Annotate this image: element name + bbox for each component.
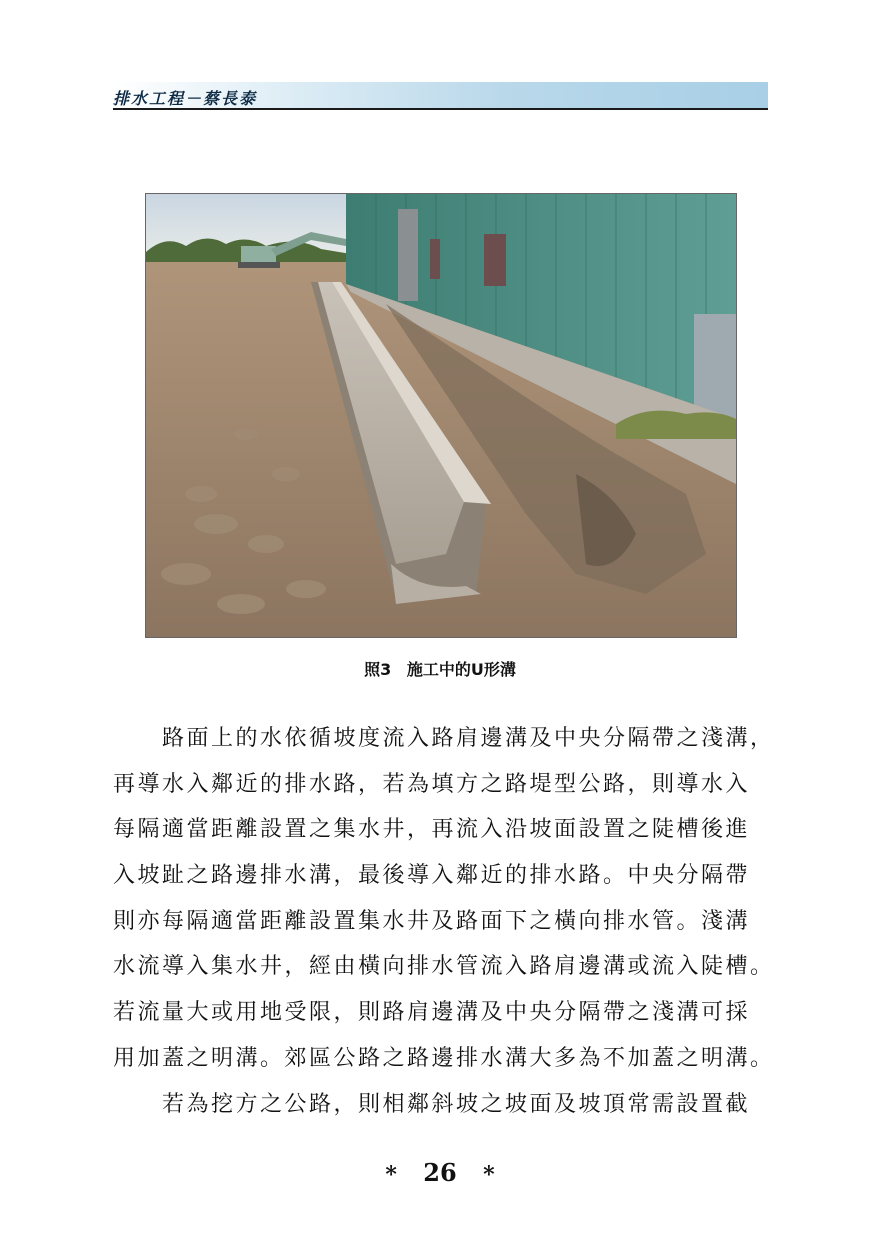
body-paragraph-1 — [113, 716, 773, 1082]
paragraph-line: 用加蓋之明溝。郊區公路之路邊排水溝大多為不加蓋之明溝。 — [113, 1045, 775, 1071]
paragraph-line: 路面上的水依循坡度流入路肩邊溝及中央分隔帶之淺溝， — [113, 726, 775, 751]
paragraph-line: 水流導入集水井，經由橫向排水管流入路肩邊溝或流入陡槽。 — [113, 954, 775, 980]
paragraph-line: 若為挖方之公路，則相鄰斜坡之坡面及坡頂常需設置截 — [113, 1092, 751, 1117]
footer-star-left: * — [385, 1161, 397, 1188]
body-paragraph-2 — [113, 1082, 773, 1128]
figure-caption — [0, 657, 880, 680]
paragraph-line: 每隔適當距離設置之集水井，再流入沿坡面設置之陡槽後進 — [113, 817, 751, 843]
running-header-title: 排水工程－蔡長泰 — [113, 89, 258, 108]
figure-label: 照3 — [364, 660, 392, 679]
paragraph-line: 則亦每隔適當距離設置集水井及路面下之橫向排水管。淺溝 — [113, 908, 751, 934]
paragraph-line: 入坡趾之路邊排水溝，最後導入鄰近的排水路。中央分隔帶 — [113, 863, 751, 889]
paragraph-line: 若流量大或用地受限，則路肩邊溝及中央分隔帶之淺溝可採 — [113, 1000, 751, 1026]
footer-star-right: * — [483, 1161, 495, 1188]
construction-photo — [145, 193, 737, 638]
paragraph-line: 再導水入鄰近的排水路，若為填方之路堤型公路，則導水入 — [113, 771, 751, 797]
figure-caption-text: 施工中的U形溝 — [406, 660, 516, 679]
page-footer — [0, 1158, 880, 1188]
page-number: 26 — [423, 1158, 457, 1187]
